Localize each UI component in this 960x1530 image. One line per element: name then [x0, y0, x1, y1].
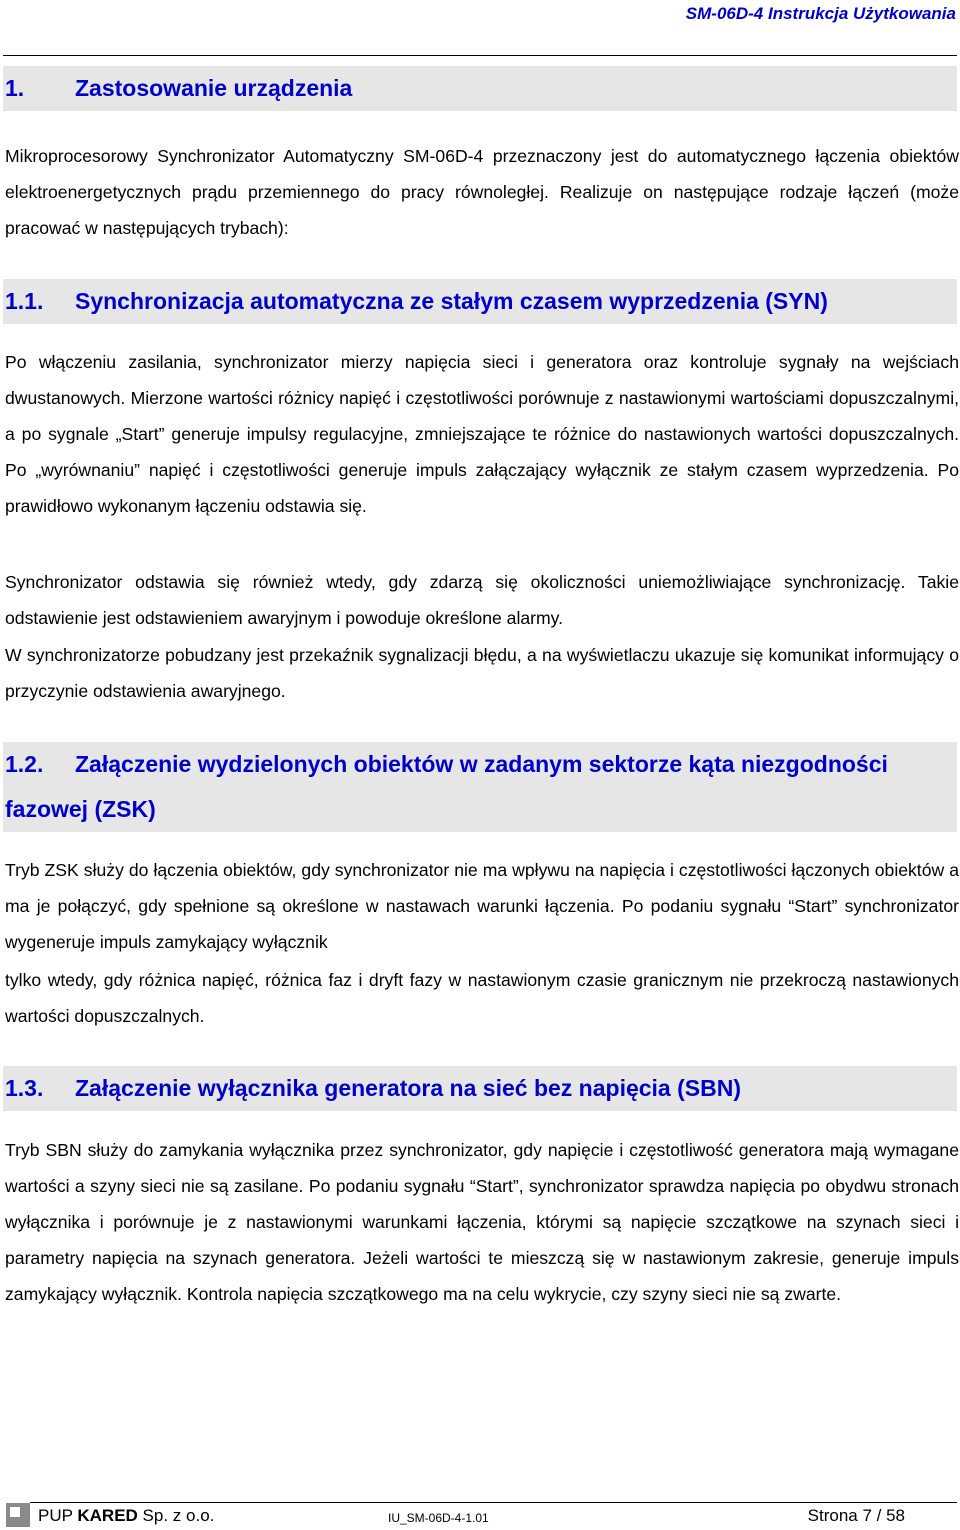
company-suffix: Sp. z o.o. — [137, 1506, 215, 1525]
section-number: 1.2. — [5, 751, 44, 777]
syn-paragraph-1: Po włączeniu zasilania, synchronizator mierzy napięcia sieci i generatora oraz kontroluje sygnały na wejściach dwustanowych. Mierzone wartości różnicy napięć i częstotliwości porównuje z nastawionymi wartościami dopuszczalnymi, a po sygnale „Start” generuje impulsy regulacyjne, zmniejszające te różnice do nastawionych wartości dopuszczalnych. Po „wyrównaniu” napięć i częstotliwości generuje impuls załączający wyłącznik ze stałym czasem wyprzedzenia. Po prawidłowo wykonanym łączeniu odstawia się. — [5, 352, 959, 516]
section-number: 1. — [5, 75, 25, 101]
footer-document-id: IU_SM-06D-4-1.01 — [388, 1511, 489, 1525]
section-number: 1.3. — [5, 1075, 44, 1101]
section-heading-1 — [3, 66, 957, 111]
footer-page-number: Strona 7 / 58 — [807, 1506, 905, 1525]
syn-paragraph-3: W synchronizatorze pobudzany jest przekaźnik sygnalizacji błędu, a na wyświetlaczu ukazuje się komunikat informujący o przyczynie odstawienia awaryjnego. — [5, 645, 959, 701]
intro-paragraph: Mikroprocesorowy Synchronizator Automatyczny SM-06D-4 przeznaczony jest do automatycznego łączenia obiektów elektroenergetycznych prądu przemiennego do pracy równoległej. Realizuje on następujące rodzaje łączeń (może pracować w następujących trybach): — [5, 146, 959, 238]
footer-company — [38, 1506, 214, 1526]
header-divider — [3, 55, 957, 56]
section-heading-1-2 — [3, 742, 957, 832]
company-logo-icon — [6, 1503, 30, 1527]
document-header-title: SM-06D-4 Instrukcja Użytkowania — [685, 4, 956, 23]
section-title: Załączenie wydzielonych obiektów w zadanym sektorze kąta niezgodności fazowej (ZSK) — [5, 751, 888, 822]
zsk-paragraph-2: tylko wtedy, gdy różnica napięć, różnica faz i dryft fazy w nastawionym czasie granicznym nie przekroczą nastawionych wartości dopuszczalnych. — [5, 970, 959, 1026]
section-title: Synchronizacja automatyczna ze stałym czasem wyprzedzenia (SYN) — [75, 288, 828, 314]
section-title: Załączenie wyłącznika generatora na sieć bez napięcia (SBN) — [75, 1075, 741, 1101]
section-number: 1.1. — [5, 288, 44, 314]
sbn-paragraph-1: Tryb SBN służy do zamykania wyłącznika przez synchronizator, gdy napięcie i częstotliwość generatora mają wymagane wartości a szyny sieci nie są zasilane. Po podaniu sygnału “Start”, synchronizator sprawdza napięcia po obydwu stronach wyłącznika i porównuje je z nastawionymi warunkami łączenia, którymi są napięcie szczątkowe na szynach sieci i parametry napięcia na szynach generatora. Jeżeli wartości te mieszczą się w nastawionym zakresie, generuje impuls zamykający wyłącznik. Kontrola napięcia szczątkowego ma na celu wykrycie, czy szyny sieci nie są zwarte. — [5, 1140, 959, 1304]
section-title: Zastosowanie urządzenia — [75, 75, 353, 101]
footer-divider — [30, 1502, 957, 1503]
zsk-paragraph-1: Tryb ZSK służy do łączenia obiektów, gdy synchronizator nie ma wpływu na napięcia i częstotliwości łączonych obiektów a ma je połączyć, gdy spełnione są określone w nastawach warunki łączenia. Po podaniu sygnału “Start” synchronizator wygeneruje impuls zamykający wyłącznik — [5, 860, 959, 952]
company-name-bold: KARED — [77, 1506, 138, 1525]
section-heading-1-3 — [3, 1066, 957, 1111]
syn-paragraph-2: Synchronizator odstawia się również wtedy, gdy zdarzą się okoliczności uniemożliwiające synchronizację. Takie odstawienie jest odstawieniem awaryjnym i powoduje określone alarmy. — [5, 572, 959, 628]
section-heading-1-1 — [3, 279, 957, 324]
company-prefix: PUP — [38, 1506, 78, 1525]
